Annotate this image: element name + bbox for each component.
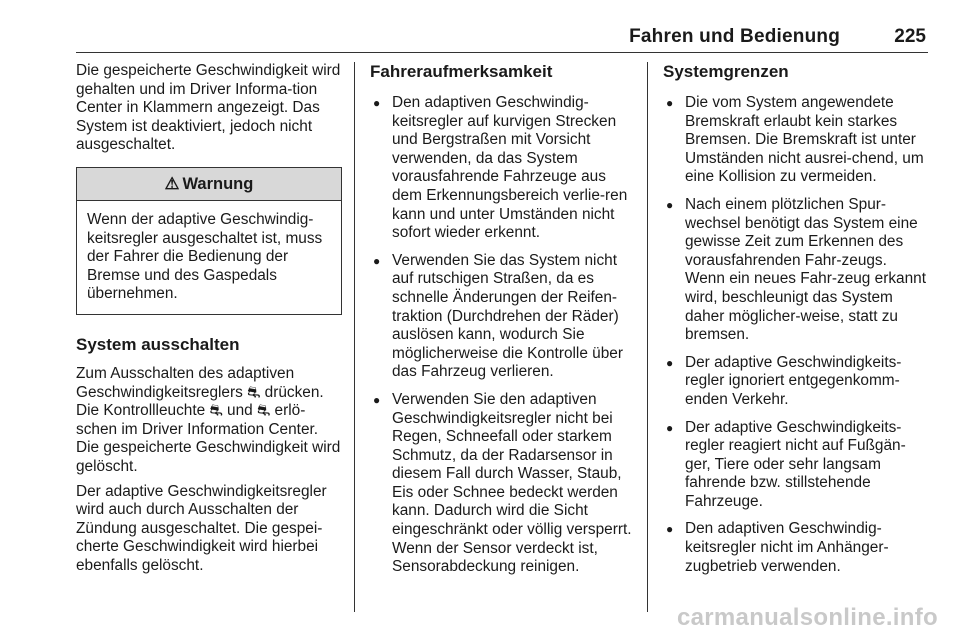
intro-paragraph: Die gespeicherte Geschwindigkeit wird gehalten und im Driver Informa-tion Center in Klammern angezeigt. Das System ist deaktiviert, jedoch nicht ausgeschaltet. [76, 62, 341, 154]
list-item: ● Nach einem plötzlichen Spur-wechsel benötigt das System eine gewisse Zeit zum Erkennen des vorausfahrenden Fahr-zeugs. Wenn ein neues Fahr-zeug erkannt wird, beschleunigt das System daher möglicher-weise, statt zu bremsen. [663, 196, 929, 345]
page-number: 225 [894, 26, 926, 47]
bullet-list [370, 94, 636, 577]
list-item: ● Verwenden Sie den adaptiven Geschwindigkeitsregler nicht bei Regen, Schneefall oder starkem Schmutz, da der Radarsensor in diesem Fall durch Wasser, Staub, Eis oder Schnee bedeckt werden kann. Dadurch wird die Sicht eingeschränkt oder völlig versperrt. Wenn der Sensor verdeckt ist, Sensorabdeckung reinigen. [370, 391, 636, 577]
warning-header [77, 168, 341, 201]
warning-box [76, 167, 342, 315]
bullet-list [663, 94, 929, 576]
list-item: ● Der adaptive Geschwindigkeits-regler reagiert nicht auf Fußgän-ger, Tiere oder sehr langsam fahrende bzw. stillstehende Fahrzeuge. [663, 419, 929, 512]
warning-title: Warnung [182, 174, 254, 193]
column-divider [647, 62, 648, 612]
list-item: ● Die vom System angewendete Bremskraft erlaubt kein starkes Bremsen. Die Bremskraft ist unter Umständen nicht ausrei-chend, um eine Kollision zu vermeiden. [663, 94, 929, 187]
column-divider [354, 62, 355, 612]
paragraph: Zum Ausschalten des adaptiven Geschwindigkeitsreglers ⛐ drücken. Die Kontrollleuchte ⛐ und ⛐ erlö-schen im Driver Information Center. Die gespeicherte Geschwindigkeit wird gelöscht. [76, 364, 341, 475]
section-title: System ausschalten [76, 334, 240, 354]
column-right [663, 62, 929, 585]
list-item: ● Den adaptiven Geschwindig-keitsregler auf kurvigen Strecken und Bergstraßen mit Vorsicht verwenden, da das System vorausfahrende Fahrzeuge aus dem Erkennungsbereich verlie-ren kann und unter Umständen nicht sofort wieder erkennt. [370, 94, 636, 243]
warning-icon: ⚠ [164, 174, 180, 193]
page-header [76, 26, 928, 53]
list-item: ● Den adaptiven Geschwindig-keitsregler nicht im Anhänger-zugbetrieb verwenden. [663, 520, 929, 576]
list-item: ● Verwenden Sie das System nicht auf rutschigen Straßen, da es schnelle Änderungen der Reifen-traktion (Durchdrehen der Räder) auslösen kann, wodurch Sie möglicherweise die Kontrolle über das Fahrzeug verlieren. [370, 252, 636, 382]
column-middle [370, 62, 636, 586]
section-title: Systemgrenzen [663, 62, 789, 81]
paragraph: Der adaptive Geschwindigkeitsregler wird auch durch Ausschalten der Zündung ausgeschaltet. Die gespei-cherte Geschwindigkeit wird hierbei ebenfalls gelöscht. [76, 482, 327, 574]
section-title: Fahreraufmerksamkeit [370, 62, 553, 81]
column-left [76, 62, 342, 581]
warning-text: Wenn der adaptive Geschwindig-keitsregler ausgeschaltet ist, muss der Fahrer die Bedienung der Bremse und des Gaspedals übernehmen. [87, 210, 323, 303]
watermark: carmanualsonline.info [676, 604, 938, 631]
chapter-title: Fahren und Bedienung [629, 26, 840, 47]
list-item: ● Der adaptive Geschwindigkeits-regler ignoriert entgegenkomm-enden Verkehr. [663, 354, 929, 410]
